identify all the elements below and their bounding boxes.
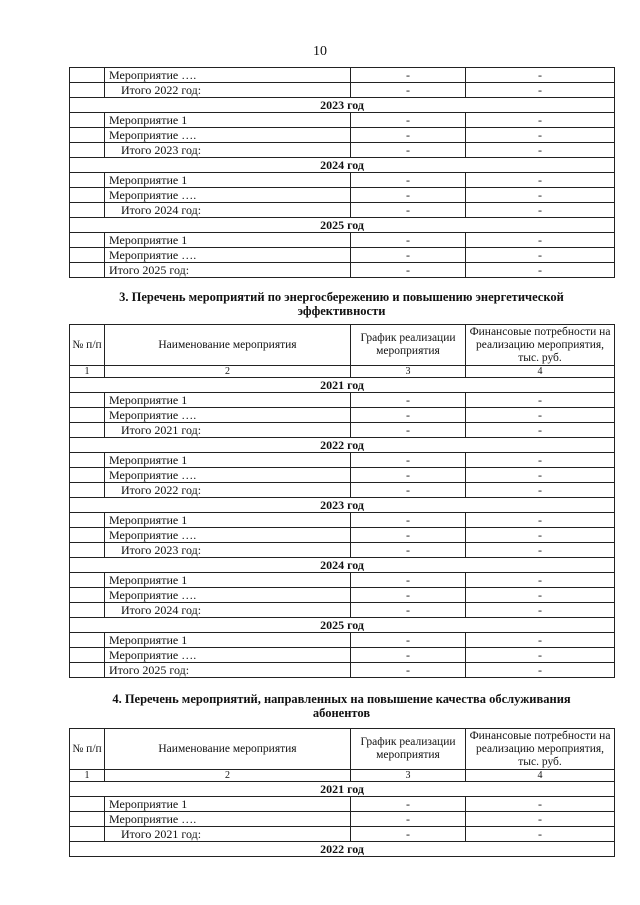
- row-num: [70, 188, 105, 203]
- row-num: [70, 573, 105, 588]
- finance-cell: -: [466, 263, 615, 278]
- row-num: [70, 812, 105, 827]
- row-label: Мероприятие 1: [105, 453, 351, 468]
- column-number-row: [70, 366, 615, 378]
- activity-row: [70, 233, 615, 248]
- row-num: [70, 648, 105, 663]
- activity-row: [70, 812, 615, 827]
- finance-cell: -: [466, 483, 615, 498]
- schedule-cell: -: [351, 113, 466, 128]
- row-num: [70, 797, 105, 812]
- header-finance: Финансовые потребности на реализацию мероприятия, тыс. руб.: [466, 325, 615, 366]
- finance-cell: -: [466, 68, 615, 83]
- finance-cell: -: [466, 248, 615, 263]
- row-label: Мероприятие 1: [105, 393, 351, 408]
- row-num: [70, 113, 105, 128]
- colnum-2: 2: [105, 770, 351, 782]
- year-label: 2025 год: [70, 218, 615, 233]
- activity-row: [70, 513, 615, 528]
- row-label: Итого 2022 год:: [105, 83, 351, 98]
- finance-cell: -: [466, 543, 615, 558]
- finance-cell: -: [466, 513, 615, 528]
- schedule-cell: -: [351, 248, 466, 263]
- finance-cell: -: [466, 143, 615, 158]
- schedule-cell: -: [351, 188, 466, 203]
- section-4-title-line-2: абонентов: [312, 706, 371, 720]
- row-label: Итого 2022 год:: [105, 483, 351, 498]
- total-row: [70, 143, 615, 158]
- table-continued: [69, 67, 615, 278]
- schedule-cell: -: [351, 528, 466, 543]
- finance-cell: -: [466, 468, 615, 483]
- colnum-1: 1: [70, 366, 105, 378]
- total-row: [70, 423, 615, 438]
- row-label: Итого 2023 год:: [105, 543, 351, 558]
- finance-cell: -: [466, 573, 615, 588]
- total-row: [70, 603, 615, 618]
- section-3-title-line-1: 3. Перечень мероприятий по энергосбережению и повышению энергетической: [119, 290, 564, 304]
- row-label: Мероприятие 1: [105, 797, 351, 812]
- row-num: [70, 393, 105, 408]
- row-num: [70, 128, 105, 143]
- finance-cell: -: [466, 188, 615, 203]
- colnum-3: 3: [351, 366, 466, 378]
- finance-cell: -: [466, 528, 615, 543]
- activity-row: [70, 633, 615, 648]
- row-label: Мероприятие ….: [105, 648, 351, 663]
- schedule-cell: -: [351, 408, 466, 423]
- row-label: Мероприятие ….: [105, 468, 351, 483]
- header-row: [70, 325, 615, 366]
- year-header-row: [70, 98, 615, 113]
- year-header-row: [70, 378, 615, 393]
- year-label: 2023 год: [70, 498, 615, 513]
- activity-row: [70, 128, 615, 143]
- header-schedule: График реализации мероприятия: [351, 325, 466, 366]
- schedule-cell: -: [351, 263, 466, 278]
- year-label: 2022 год: [70, 842, 615, 857]
- activity-row: [70, 408, 615, 423]
- schedule-cell: -: [351, 423, 466, 438]
- row-num: [70, 513, 105, 528]
- row-num: [70, 203, 105, 218]
- row-label: Итого 2021 год:: [105, 827, 351, 842]
- year-label: 2021 год: [70, 378, 615, 393]
- section-4-title-line-1: 4. Перечень мероприятий, направленных на повышение качества обслуживания: [112, 692, 571, 706]
- header-schedule: График реализации мероприятия: [351, 729, 466, 770]
- year-label: 2025 год: [70, 618, 615, 633]
- schedule-cell: -: [351, 393, 466, 408]
- row-num: [70, 827, 105, 842]
- activity-row: [70, 453, 615, 468]
- schedule-cell: -: [351, 603, 466, 618]
- row-label: Мероприятие 1: [105, 113, 351, 128]
- finance-cell: -: [466, 173, 615, 188]
- schedule-cell: -: [351, 648, 466, 663]
- section-3-title-line-2: эффективности: [297, 304, 386, 318]
- row-label: Мероприятие ….: [105, 408, 351, 423]
- row-label: Мероприятие ….: [105, 248, 351, 263]
- activity-row: [70, 528, 615, 543]
- year-label: 2023 год: [70, 98, 615, 113]
- total-row: [70, 543, 615, 558]
- finance-cell: -: [466, 203, 615, 218]
- schedule-cell: -: [351, 827, 466, 842]
- finance-cell: -: [466, 812, 615, 827]
- row-num: [70, 633, 105, 648]
- schedule-cell: -: [351, 588, 466, 603]
- colnum-4: 4: [466, 366, 615, 378]
- year-header-row: [70, 158, 615, 173]
- schedule-cell: -: [351, 143, 466, 158]
- finance-cell: -: [466, 408, 615, 423]
- finance-cell: -: [466, 797, 615, 812]
- row-num: [70, 453, 105, 468]
- header-finance: Финансовые потребности на реализацию мероприятия, тыс. руб.: [466, 729, 615, 770]
- row-label: Мероприятие ….: [105, 188, 351, 203]
- activity-row: [70, 188, 615, 203]
- section-3-table: [69, 324, 615, 678]
- finance-cell: -: [466, 113, 615, 128]
- colnum-4: 4: [466, 770, 615, 782]
- activity-row: [70, 573, 615, 588]
- schedule-cell: -: [351, 573, 466, 588]
- section-3-title: [69, 290, 614, 318]
- schedule-cell: -: [351, 173, 466, 188]
- finance-cell: -: [466, 633, 615, 648]
- activity-row: [70, 248, 615, 263]
- colnum-1: 1: [70, 770, 105, 782]
- row-num: [70, 263, 105, 278]
- column-number-row: [70, 770, 615, 782]
- year-label: 2021 год: [70, 782, 615, 797]
- schedule-cell: -: [351, 797, 466, 812]
- row-label: Мероприятие 1: [105, 573, 351, 588]
- row-num: [70, 248, 105, 263]
- finance-cell: -: [466, 233, 615, 248]
- row-num: [70, 528, 105, 543]
- total-row: [70, 263, 615, 278]
- finance-cell: -: [466, 603, 615, 618]
- row-num: [70, 83, 105, 98]
- year-header-row: [70, 218, 615, 233]
- schedule-cell: -: [351, 83, 466, 98]
- row-num: [70, 173, 105, 188]
- schedule-cell: -: [351, 233, 466, 248]
- total-row: [70, 483, 615, 498]
- schedule-cell: -: [351, 513, 466, 528]
- year-label: 2024 год: [70, 558, 615, 573]
- year-header-row: [70, 558, 615, 573]
- year-label: 2022 год: [70, 438, 615, 453]
- row-num: [70, 588, 105, 603]
- header-name: Наименование мероприятия: [105, 325, 351, 366]
- year-label: 2024 год: [70, 158, 615, 173]
- activity-row: [70, 173, 615, 188]
- section-4-title: [69, 692, 614, 720]
- activity-row: [70, 648, 615, 663]
- page-number: 10: [313, 44, 327, 59]
- row-num: [70, 233, 105, 248]
- header-name: Наименование мероприятия: [105, 729, 351, 770]
- schedule-cell: -: [351, 663, 466, 678]
- row-num: [70, 68, 105, 83]
- total-row: [70, 203, 615, 218]
- activity-row: [70, 588, 615, 603]
- row-num: [70, 543, 105, 558]
- finance-cell: -: [466, 648, 615, 663]
- row-num: [70, 423, 105, 438]
- row-label: Мероприятие 1: [105, 633, 351, 648]
- year-header-row: [70, 438, 615, 453]
- activity-row: [70, 113, 615, 128]
- header-num: № п/п: [70, 325, 105, 366]
- row-label: Мероприятие ….: [105, 128, 351, 143]
- finance-cell: -: [466, 588, 615, 603]
- finance-cell: -: [466, 663, 615, 678]
- row-label: Итого 2021 год:: [105, 423, 351, 438]
- schedule-cell: -: [351, 543, 466, 558]
- year-header-row: [70, 782, 615, 797]
- row-label: Мероприятие ….: [105, 528, 351, 543]
- year-header-row: [70, 498, 615, 513]
- row-label: Мероприятие 1: [105, 513, 351, 528]
- header-num: № п/п: [70, 729, 105, 770]
- row-num: [70, 483, 105, 498]
- schedule-cell: -: [351, 633, 466, 648]
- colnum-3: 3: [351, 770, 466, 782]
- row-label: Итого 2024 год:: [105, 203, 351, 218]
- row-label: Мероприятие 1: [105, 233, 351, 248]
- finance-cell: -: [466, 83, 615, 98]
- activity-row: [70, 68, 615, 83]
- finance-cell: -: [466, 393, 615, 408]
- schedule-cell: -: [351, 203, 466, 218]
- finance-cell: -: [466, 423, 615, 438]
- total-row: [70, 663, 615, 678]
- total-row: [70, 827, 615, 842]
- row-num: [70, 663, 105, 678]
- colnum-2: 2: [105, 366, 351, 378]
- row-label: Мероприятие ….: [105, 68, 351, 83]
- finance-cell: -: [466, 128, 615, 143]
- schedule-cell: -: [351, 128, 466, 143]
- activity-row: [70, 393, 615, 408]
- schedule-cell: -: [351, 812, 466, 827]
- section-4-table: [69, 728, 615, 857]
- activity-row: [70, 468, 615, 483]
- row-label: Мероприятие ….: [105, 812, 351, 827]
- row-num: [70, 408, 105, 423]
- row-label: Итого 2024 год:: [105, 603, 351, 618]
- row-label: Итого 2025 год:: [105, 263, 351, 278]
- activity-row: [70, 797, 615, 812]
- finance-cell: -: [466, 827, 615, 842]
- total-row: [70, 83, 615, 98]
- row-label: Итого 2023 год:: [105, 143, 351, 158]
- header-row: [70, 729, 615, 770]
- finance-cell: -: [466, 453, 615, 468]
- row-label: Итого 2025 год:: [105, 663, 351, 678]
- schedule-cell: -: [351, 483, 466, 498]
- year-header-row: [70, 842, 615, 857]
- year-header-row: [70, 618, 615, 633]
- row-label: Мероприятие 1: [105, 173, 351, 188]
- schedule-cell: -: [351, 453, 466, 468]
- row-num: [70, 603, 105, 618]
- row-num: [70, 143, 105, 158]
- row-label: Мероприятие ….: [105, 588, 351, 603]
- schedule-cell: -: [351, 468, 466, 483]
- schedule-cell: -: [351, 68, 466, 83]
- row-num: [70, 468, 105, 483]
